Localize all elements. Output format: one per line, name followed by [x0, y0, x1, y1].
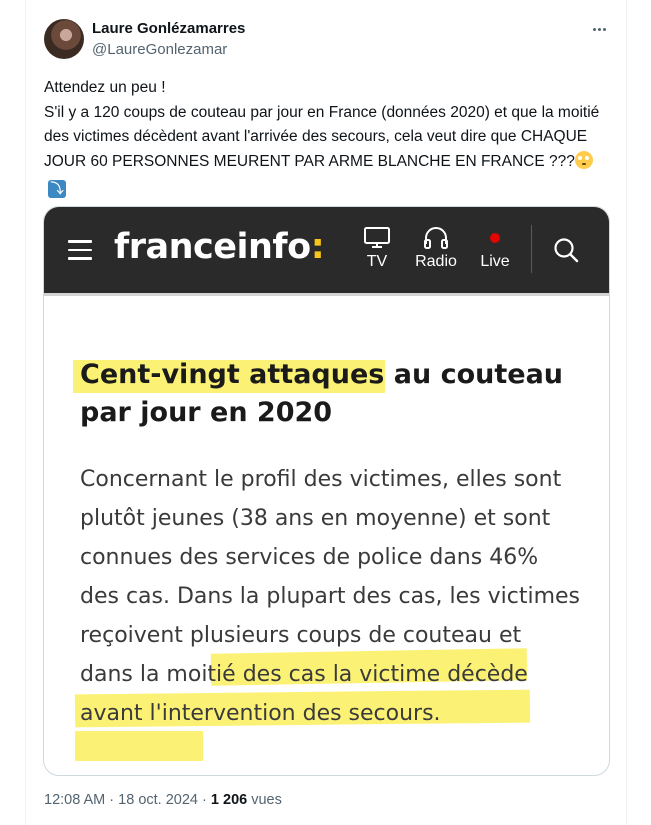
tweet-time[interactable]: 12:08 AM [44, 792, 106, 808]
article-body: Concernant le profil des victimes, elles sont plutôt jeunes (38 ans en moyenne) et sont connues des services de police dans 46% des cas. Dans la plupart des cas, les victimes reçoivent plusieurs coups de couteau et dans la moitié des cas la victime décède avant l'intervention des secours. [80, 467, 580, 726]
views-label: vues [251, 792, 282, 808]
flushed-face-icon [575, 151, 593, 169]
body-highlight [75, 731, 203, 761]
franceinfo-logo: franceinfo: [114, 227, 325, 267]
search-icon [551, 235, 581, 265]
timeline-border-right [626, 0, 627, 825]
meta-separator: · [109, 792, 115, 808]
more-dot-icon [603, 28, 606, 31]
header-underline [44, 293, 609, 296]
nav-radio-label: Radio [415, 253, 457, 270]
tweet-media-image[interactable] [43, 206, 610, 776]
tv-icon [352, 225, 402, 251]
nav-radio [411, 225, 461, 271]
author-handle[interactable]: @LaureGonlezamar [92, 41, 228, 58]
tweet-body: Attendez un peu ! S'il y a 120 coups de couteau par jour en France (données 2020) et que la moitié des victimes décèdent avant l'arrivée des secours, cela veut dire que CHAQUE JOUR 60 PERSONNES MEURENT PAR ARME BLANCHE EN FRANCE ??? [44, 79, 600, 170]
nav-live-label: Live [480, 253, 510, 270]
author-name[interactable]: Laure Gonlézamarres [92, 20, 246, 37]
header-divider [531, 225, 532, 273]
nav-live [470, 225, 520, 271]
views-count: 1 206 [210, 792, 248, 808]
nav-tv-label: TV [366, 253, 388, 270]
franceinfo-header [44, 207, 609, 293]
live-dot-icon [470, 225, 520, 251]
nav-tv [352, 225, 402, 271]
arrow-down-right-icon: ⤵ [48, 180, 66, 198]
headphones-icon [411, 225, 461, 251]
tweet-text [44, 76, 604, 199]
tweet-date[interactable]: 18 oct. 2024 [118, 792, 198, 808]
avatar[interactable] [44, 19, 84, 59]
more-dot-icon [598, 28, 601, 31]
hamburger-menu-icon [68, 240, 92, 260]
more-dot-icon [593, 28, 596, 31]
more-options-button[interactable] [588, 19, 610, 39]
article-title: Cent-vingt attaques au couteau par jour en 2020 [80, 359, 564, 428]
meta-separator: · [202, 792, 207, 808]
timeline-border-left [25, 0, 26, 825]
tweet-meta [44, 792, 282, 808]
